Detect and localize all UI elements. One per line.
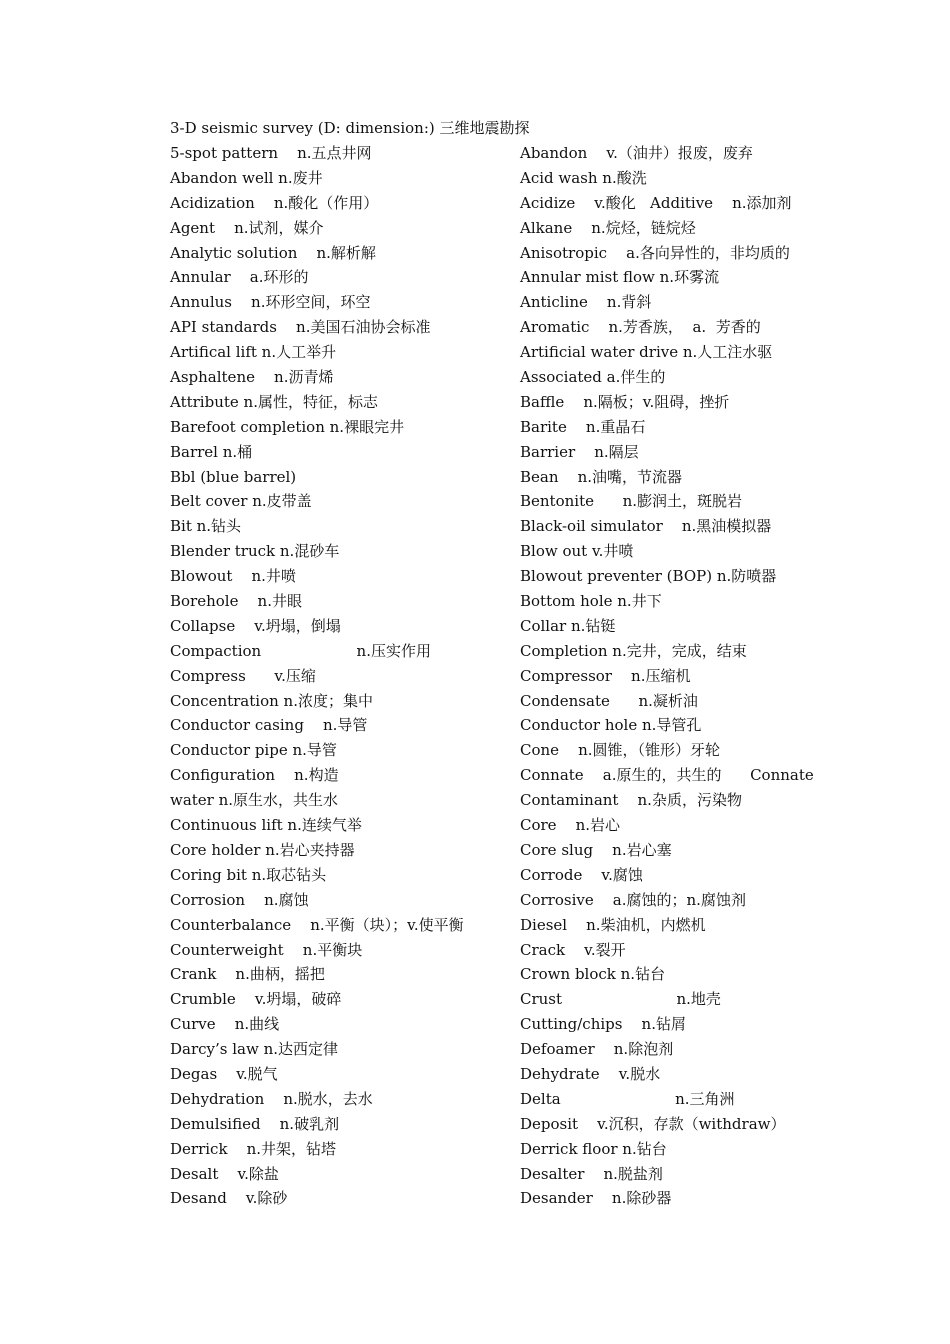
glossary-entry: Corrode v.腐蚀 bbox=[520, 865, 643, 884]
glossary-entry: Aromatic n.芳香族， a. 芳香的 bbox=[520, 318, 761, 337]
glossary-entry: Crack v.裂开 bbox=[520, 940, 626, 959]
glossary-entry: Condensate n.凝析油 bbox=[520, 691, 698, 710]
glossary-entry: Conductor casing n.导管 bbox=[170, 716, 368, 735]
glossary-entry: Conductor hole n.导管孔 bbox=[520, 716, 702, 735]
glossary-entry: Dehydrate v.脱水 bbox=[520, 1064, 661, 1083]
glossary-entry: Compress v.压缩 bbox=[170, 666, 316, 685]
glossary-entry: Bbl (blue barrel) bbox=[170, 467, 297, 486]
glossary-entry: Annulus n.环形空间，环空 bbox=[170, 293, 371, 312]
glossary-entry: 5-spot pattern n.五点井网 bbox=[170, 144, 372, 162]
glossary-entry: Compressor n.压缩机 bbox=[520, 666, 691, 685]
glossary-entry: Desalter n.脱盐剂 bbox=[520, 1164, 663, 1183]
glossary-entry: Cutting/chips n.钻屑 bbox=[520, 1015, 686, 1034]
glossary-entry: Barite n.重晶石 bbox=[520, 417, 646, 436]
glossary-entry: Cone n.圆锥，（锥形）牙轮 bbox=[520, 741, 721, 760]
glossary-entry: water n.原生水，共生水 bbox=[170, 791, 339, 810]
glossary-entry: Deposit v.沉积，存款（withdraw） bbox=[520, 1114, 786, 1133]
glossary-right-column bbox=[520, 143, 820, 1213]
glossary-entry: Annular a.环形的 bbox=[170, 268, 309, 287]
glossary-entry: Borehole n.井眼 bbox=[170, 592, 302, 611]
glossary-entry: Barrel n.桶 bbox=[170, 442, 253, 461]
glossary-entry: Corrosive a.腐蚀的；n.腐蚀剂 bbox=[520, 890, 746, 909]
glossary-entry: Acidize v.酸化 Additive n.添加剂 bbox=[520, 193, 792, 212]
glossary-entry: Continuous lift n.连续气举 bbox=[170, 816, 362, 835]
glossary-entry: Delta n.三角洲 bbox=[520, 1089, 735, 1108]
glossary-entry: Acidization n.酸化（作用） bbox=[170, 193, 379, 212]
glossary-entry: Counterweight n.平衡块 bbox=[170, 940, 363, 959]
glossary-entry: Abandon v.（油井）报废，废弃 bbox=[520, 144, 753, 162]
glossary-entry: Crumble v.坍塌，破碎 bbox=[170, 990, 342, 1009]
glossary-entry: Corrosion n.腐蚀 bbox=[170, 890, 309, 909]
glossary-entry: Blow out v.井喷 bbox=[520, 542, 634, 561]
glossary-entry: Crank n.曲柄，摇把 bbox=[170, 965, 325, 984]
glossary-entry: Demulsified n.破乳剂 bbox=[170, 1114, 340, 1133]
glossary-entry: Blowout n.井喷 bbox=[170, 567, 296, 586]
glossary-entry: Crust n.地壳 bbox=[520, 990, 721, 1009]
glossary-entry: Bentonite n.膨润土，斑脱岩 bbox=[520, 492, 743, 511]
glossary-entry: Crown block n.钻台 bbox=[520, 965, 666, 984]
glossary-entry: Degas v.脱气 bbox=[170, 1064, 278, 1083]
glossary-entry: Core holder n.岩心夹持器 bbox=[170, 840, 355, 859]
glossary-entry: Connate a.原生的，共生的 Connate bbox=[520, 766, 814, 785]
glossary-entry: Dehydration n.脱水，去水 bbox=[170, 1089, 373, 1108]
glossary-entry: Anisotropic a.各向异性的，非均质的 bbox=[520, 243, 790, 262]
glossary-left-column bbox=[170, 143, 510, 1213]
glossary-entry: Blender truck n.混砂车 bbox=[170, 542, 340, 561]
glossary-entry: Belt cover n.皮带盖 bbox=[170, 492, 312, 511]
glossary-entry: Completion n.完井，完成，结束 bbox=[520, 641, 747, 660]
glossary-entry: Bottom hole n.井下 bbox=[520, 592, 662, 611]
glossary-entry: Anticline n.背斜 bbox=[520, 293, 652, 312]
glossary-entry: Annular mist flow n.环雾流 bbox=[520, 268, 720, 287]
glossary-entry: Defoamer n.除泡剂 bbox=[520, 1040, 674, 1059]
glossary-entry: Associated a.伴生的 bbox=[520, 368, 666, 387]
glossary-entry: Desander n.除砂器 bbox=[520, 1189, 672, 1208]
glossary-entry: Coring bit n.取芯钻头 bbox=[170, 865, 327, 884]
glossary-entry: Curve n.曲线 bbox=[170, 1015, 280, 1034]
page-title: 3-D seismic survey (D: dimension:) 三维地震勘探 bbox=[170, 119, 530, 137]
glossary-entry: Agent n.试剂，媒介 bbox=[170, 218, 324, 237]
glossary-entry: Artifical lift n.人工举升 bbox=[170, 343, 337, 362]
glossary-entry: Counterbalance n.平衡（块）；v.使平衡 bbox=[170, 915, 464, 934]
glossary-entry: Concentration n.浓度；集中 bbox=[170, 691, 373, 710]
glossary-entry: Compaction n.压实作用 bbox=[170, 641, 431, 660]
glossary-entry: Bean n.油嘴，节流器 bbox=[520, 467, 683, 486]
glossary-entry: Black-oil simulator n.黑油模拟器 bbox=[520, 517, 772, 536]
glossary-entry: Conductor pipe n.导管 bbox=[170, 741, 337, 760]
glossary-entry: Attribute n.属性，特征，标志 bbox=[170, 392, 378, 411]
glossary-entry: Collar n.钻铤 bbox=[520, 616, 616, 635]
glossary-entry: Abandon well n.废井 bbox=[170, 168, 323, 187]
glossary-entry: Bit n.钻头 bbox=[170, 517, 242, 536]
glossary-entry: Asphaltene n.沥青烯 bbox=[170, 368, 334, 387]
glossary-entry: API standards n.美国石油协会标准 bbox=[170, 318, 431, 337]
glossary-entry: Derrick n.井架，钻塔 bbox=[170, 1139, 337, 1158]
glossary-entry: Derrick floor n.钻台 bbox=[520, 1139, 667, 1158]
glossary-entry: Artificial water drive n.人工注水驱 bbox=[520, 343, 773, 362]
glossary-entry: Darcy’s law n.达西定律 bbox=[170, 1040, 339, 1059]
glossary-entry: Desand v.除砂 bbox=[170, 1189, 288, 1208]
glossary-entry: Alkane n.烷烃，链烷烃 bbox=[520, 218, 696, 237]
glossary-entry: Core slug n.岩心塞 bbox=[520, 840, 672, 859]
glossary-entry: Contaminant n.杂质，污染物 bbox=[520, 791, 742, 810]
glossary-entry: Desalt v.除盐 bbox=[170, 1164, 279, 1183]
glossary-entry: Blowout preventer (BOP) n.防喷器 bbox=[520, 567, 777, 586]
glossary-entry: Analytic solution n.解析解 bbox=[170, 243, 376, 262]
glossary-entry: Configuration n.构造 bbox=[170, 766, 339, 785]
glossary-entry: Core n.岩心 bbox=[520, 816, 621, 835]
glossary-entry: Diesel n.柴油机，内燃机 bbox=[520, 915, 706, 934]
glossary-entry: Collapse v.坍塌，倒塌 bbox=[170, 616, 341, 635]
glossary-entry: Acid wash n.酸洗 bbox=[520, 168, 647, 187]
glossary-entry: Baffle n.隔板；v.阻碍，挫折 bbox=[520, 392, 730, 411]
glossary-entry: Barrier n.隔层 bbox=[520, 442, 639, 461]
glossary-entry: Barefoot completion n.裸眼完井 bbox=[170, 417, 405, 436]
